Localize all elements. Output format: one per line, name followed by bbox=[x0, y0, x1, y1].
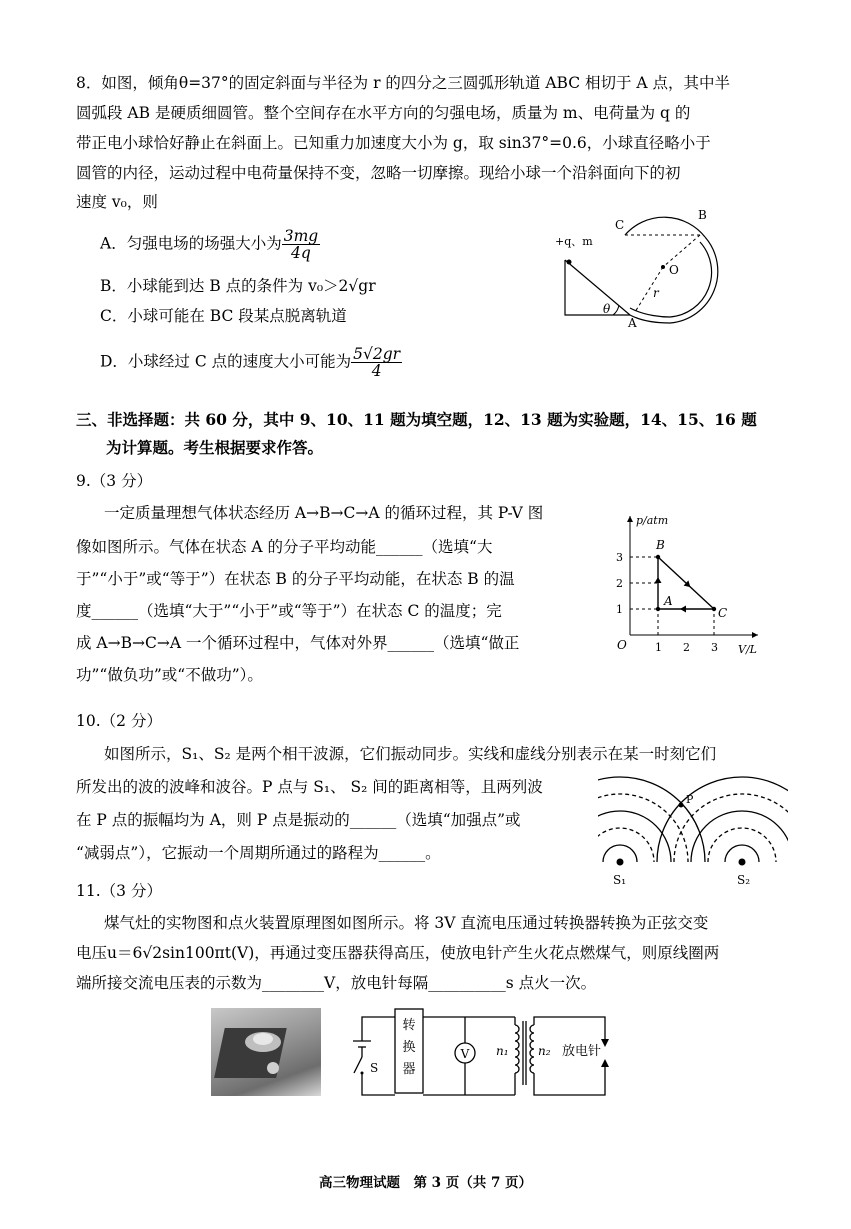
q8-option-d-text: D．小球经过 C 点的速度大小可能为 bbox=[100, 352, 352, 371]
q8-option-c: C．小球可能在 BC 段某点脱离轨道 bbox=[100, 307, 347, 325]
q8-option-a bbox=[100, 228, 320, 261]
q11-line-3: 端所接交流电压表的示数为________V，放电针每隔__________s 点火一次。 bbox=[76, 974, 597, 992]
origin-label: O bbox=[617, 638, 627, 652]
q10-line-4: “减弱点”），它振动一个周期所通过的路程为______。 bbox=[76, 844, 441, 862]
y-tick-label: 1 bbox=[616, 603, 623, 616]
o-label: O bbox=[669, 263, 679, 277]
p-point bbox=[679, 803, 684, 808]
q8-line-5: 速度 v₀，则 bbox=[76, 193, 158, 211]
q9-line-5: 成 A→B→C→A 一个循环过程中，气体对外界______（选填“做正 bbox=[76, 634, 520, 652]
state-point-B bbox=[656, 555, 660, 559]
q8-line-2: 圆弧段 AB 是硬质细圆管。整个空间存在水平方向的匀强电场，质量为 m、电荷量为 q 的 bbox=[76, 104, 691, 122]
q9-line-1: 一定质量理想气体状态经历 A→B→C→A 的循环过程，其 P-V 图 bbox=[104, 504, 544, 522]
y-tick-label: 2 bbox=[616, 577, 623, 590]
converter-label: 转换器 bbox=[402, 1018, 416, 1077]
s2-source bbox=[739, 859, 746, 866]
r-label: r bbox=[653, 286, 659, 300]
x-tick-label: 2 bbox=[683, 641, 690, 654]
direction-arrow bbox=[680, 606, 686, 613]
q8-option-a-text: A．匀强电场的场强大小为 bbox=[100, 234, 282, 253]
q8-line-1: 8．如图，倾角θ=37°的固定斜面与半径为 r 的四分之三圆弧形轨道 ABC 相切于 A 点，其中半 bbox=[76, 74, 731, 92]
n1-label: n₁ bbox=[496, 1044, 509, 1058]
q8-option-a-fraction: $\frac{3mg}{4q}$ bbox=[283, 227, 319, 262]
section3-line-2: 为计算题。考生根据要求作答。 bbox=[106, 438, 324, 457]
q9-line-4: 度______（选填“大于”“小于”或“等于”）在状态 C 的温度；完 bbox=[76, 602, 502, 620]
page-footer: 高三物理试题 第 3 页（共 7 页） bbox=[318, 1175, 533, 1191]
charge-label: +q、m bbox=[555, 235, 593, 248]
n2-label: n₂ bbox=[538, 1044, 551, 1058]
state-label-B: B bbox=[656, 538, 665, 552]
state-point-C bbox=[712, 607, 716, 611]
q9-line-6: 功”“做负功”或“不做功”）。 bbox=[76, 666, 263, 684]
switch-label: S bbox=[370, 1061, 379, 1075]
q10-line-3: 在 P 点的振幅均为 A，则 P 点是振动的______（选填“加强点”或 bbox=[76, 811, 521, 829]
gas-stove-photo bbox=[211, 1008, 321, 1096]
q11-header: 11.（3 分） bbox=[76, 882, 162, 900]
state-label-A: A bbox=[664, 594, 673, 608]
q8-incline-figure bbox=[545, 205, 730, 330]
q10-line-1: 如图所示，S₁、S₂ 是两个相干波源，它们振动同步。实线和虚线分别表示在某一时刻它们 bbox=[104, 745, 717, 763]
section3-line-1: 三、非选择题：共 60 分，其中 9、10、11 题为填空题，12、13 题为实验题，14、15、16 题 bbox=[76, 410, 757, 429]
s1-label: S₁ bbox=[613, 873, 627, 887]
q11-line-1: 煤气灶的实物图和点火装置原理图如图所示。将 3V 直流电压通过转换器转换为正弦交变 bbox=[104, 914, 709, 932]
y-axis-label: p/atm bbox=[636, 514, 669, 527]
q8-option-d bbox=[100, 346, 402, 379]
q9-line-3: 于”“小于”或“等于”）在状态 B 的分子平均动能，在状态 B 的温 bbox=[76, 570, 515, 588]
q9-line-2: 像如图所示。气体在状态 A 的分子平均动能______（选填“大 bbox=[76, 538, 493, 556]
q10-header: 10.（2 分） bbox=[76, 712, 162, 730]
p-label: P bbox=[686, 793, 694, 806]
ignition-circuit-diagram bbox=[350, 1005, 620, 1100]
c-label: C bbox=[615, 218, 625, 232]
needle-label: 放电针 bbox=[562, 1044, 602, 1059]
state-point-A bbox=[656, 607, 660, 611]
state-label-C: C bbox=[718, 606, 728, 620]
q8-option-b: B．小球能到达 B 点的条件为 v₀＞2√gr bbox=[100, 277, 376, 295]
q9-pv-chart bbox=[608, 508, 768, 658]
q8-line-4: 圆管的内径，运动过程中电荷量保持不变，忽略一切摩擦。现给小球一个沿斜面向下的初 bbox=[76, 164, 681, 182]
theta-label: θ bbox=[603, 302, 611, 316]
b-label: B bbox=[698, 208, 707, 222]
direction-arrow bbox=[655, 577, 662, 583]
y-tick-label: 3 bbox=[616, 551, 623, 564]
s1-source bbox=[617, 859, 624, 866]
x-axis-label: V/L bbox=[738, 643, 757, 656]
q10-line-2: 所发出的波的波峰和波谷。P 点与 S₁、 S₂ 间的距离相等，且两列波 bbox=[76, 778, 543, 796]
x-tick-label: 3 bbox=[711, 641, 718, 654]
voltmeter-label: V bbox=[460, 1047, 470, 1061]
q10-wave-figure bbox=[598, 765, 788, 890]
a-label: A bbox=[628, 316, 637, 330]
q8-line-3: 带正电小球恰好静止在斜面上。已知重力加速度大小为 g，取 sin37°=0.6，小球直径略小于 bbox=[76, 134, 711, 152]
q8-option-d-fraction: $\frac{5√2gr}{4}$ bbox=[353, 345, 401, 380]
s2-label: S₂ bbox=[737, 873, 751, 887]
q9-header: 9.（3 分） bbox=[76, 472, 153, 490]
q11-line-2: 电压u＝6√2sin100πt(V)，再通过变压器获得高压，使放电针产生火花点燃煤气，则原线圈两 bbox=[76, 944, 720, 962]
x-tick-label: 1 bbox=[655, 641, 662, 654]
